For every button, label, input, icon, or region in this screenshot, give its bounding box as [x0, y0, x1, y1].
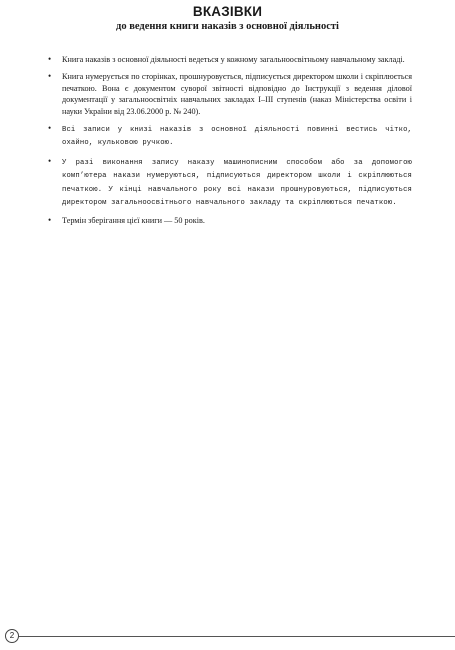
- list-item-text: Всі записи у книзі наказів з основної діяльності повинні вестись чітко, охайно, кульковою ручкою.: [62, 126, 412, 148]
- bullet-icon: •: [48, 71, 52, 82]
- bullet-icon: •: [48, 155, 52, 166]
- list-item-text: У разі виконання запису наказу машинописним способом або за допомогою комп’ютера накази нумеруються, підписуються директором школи і скріплюються печаткою. У кінці навчального року всі накази прошнуровуються, підписуються директором загальноосвітнього навчального закладу та скріплюються печаткою.: [62, 158, 412, 208]
- list-item: [48, 215, 412, 226]
- instructions-list: [48, 54, 412, 233]
- page-title: ВКАЗІВКИ: [192, 4, 263, 19]
- footer-divider: [19, 636, 455, 637]
- list-item: [48, 54, 412, 65]
- list-item-text: Термін зберігання цієї книги — 50 років.: [62, 216, 205, 226]
- list-item: [48, 155, 412, 210]
- page-number: 2: [5, 629, 19, 643]
- bullet-icon: •: [48, 215, 52, 226]
- page-subtitle: до ведення книги наказів з основної діяльності: [116, 21, 339, 32]
- bullet-icon: •: [48, 54, 52, 64]
- list-item: [48, 123, 412, 150]
- list-item: [48, 71, 412, 117]
- list-item-text: Книга нумерується по сторінках, прошнуровується, підписується директором школи і скріплюється печаткою. Вона є документом суворої звітності відповідно до Інструкції з ведення ділової документації у загальноосвітніх навчальних закладах І–ІІІ ступенів (наказ Міністерства освіти і науки України від 23.06.2000 р. № 240).: [62, 72, 412, 116]
- list-item-text: Книга наказів з основної діяльності ведеться у кожному загальноосвітньому навчальному закладі.: [62, 55, 405, 64]
- bullet-icon: •: [48, 123, 52, 134]
